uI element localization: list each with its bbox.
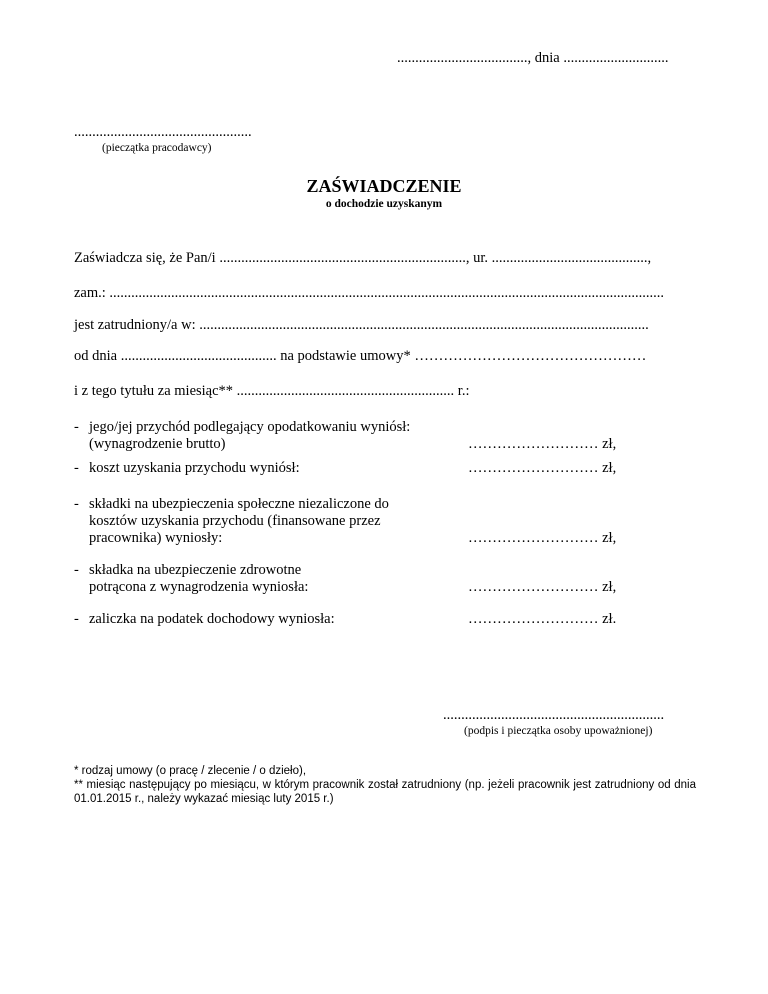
field-month: i z tego tytułu za miesiąc** ............................................................ r.: <box>74 383 470 399</box>
item-label <box>89 419 410 453</box>
item-dash: - <box>74 611 79 627</box>
employer-stamp-line: ................................................. <box>74 124 252 140</box>
item-label <box>89 496 389 547</box>
field-employer: jest zatrudniony/a w: ............................................................................................................................ <box>74 317 649 333</box>
footnotes <box>74 764 696 806</box>
item-amount: ……………………… zł, <box>468 436 617 452</box>
item-label-line: pracownika) wyniosły: <box>89 530 223 546</box>
item-amount: ……………………… zł, <box>468 530 617 546</box>
signature-line: ............................................................. <box>443 707 665 723</box>
item-label-line: jego/jej przychód podlegający opodatkowaniu wyniósł: <box>89 419 411 435</box>
field-address: zam.: ......................................................................................................................................................... <box>74 285 665 301</box>
footnote-contract-type: * rodzaj umowy (o pracę / zlecenie / o dzieło), <box>74 765 307 777</box>
employer-stamp-caption: (pieczątka pracodawcy) <box>102 142 212 154</box>
item-dash: - <box>74 460 79 476</box>
place-date-line: ...................................., dnia ............................. <box>397 50 669 66</box>
item-label-line: składki na ubezpieczenia społeczne niezaliczone do <box>89 496 389 512</box>
item-dash: - <box>74 496 79 512</box>
item-label <box>89 611 335 628</box>
document-subtitle: o dochodzie uzyskanym <box>325 198 443 210</box>
item-label-line: (wynagrodzenie brutto) <box>89 436 226 452</box>
item-label <box>89 460 300 477</box>
item-label-line: koszt uzyskania przychodu wyniósł: <box>89 460 300 476</box>
footnote-month: ** miesiąc następujący po miesiącu, w którym pracownik został zatrudniony (np. jeżeli pracownik jest zatrudniony od dnia 01.01.2015 r., należy wykazać miesiąc luty 2015 r.) <box>74 779 696 805</box>
item-label-line: kosztów uzyskania przychodu (finansowane przez <box>89 513 381 529</box>
item-amount: ……………………… zł. <box>468 611 617 627</box>
signature-caption: (podpis i pieczątka osoby upoważnionej) <box>464 725 653 737</box>
item-amount: ……………………… zł, <box>468 460 617 476</box>
item-label-line: składka na ubezpieczenie zdrowotne <box>89 562 302 578</box>
item-label <box>89 562 308 596</box>
field-name-birth: Zaświadcza się, że Pan/i ...................................................................., ur. ..........................................., <box>74 250 652 266</box>
item-label-line: zaliczka na podatek dochodowy wyniosła: <box>89 611 335 627</box>
item-amount: ……………………… zł, <box>468 579 617 595</box>
item-dash: - <box>74 562 79 578</box>
document-title: ZAŚWIADCZENIE <box>306 176 462 196</box>
item-dash: - <box>74 419 79 435</box>
field-contract: od dnia ........................................... na podstawie umowy* ………………………………………… <box>74 348 647 364</box>
item-label-line: potrącona z wynagrodzenia wyniosła: <box>89 579 309 595</box>
